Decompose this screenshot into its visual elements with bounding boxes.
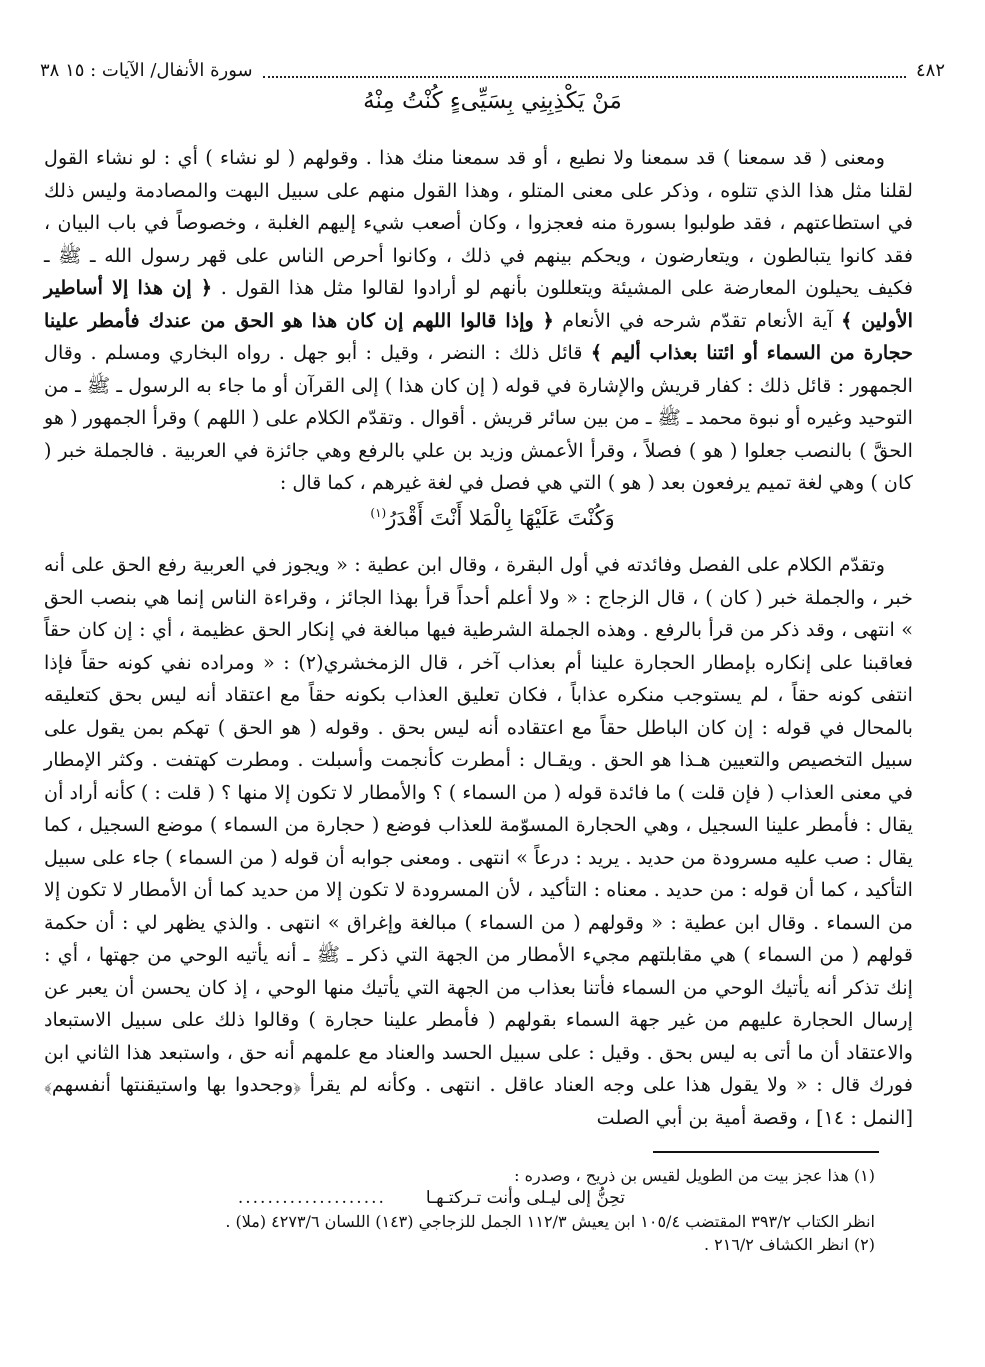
- footnote-1-verse-text: تحِنُّ إلى ليـلى وأنت تـركتـهـا: [425, 1188, 625, 1208]
- paragraph-1: [44, 142, 913, 500]
- paragraph-2: وتقدّم الكلام على الفصل وفائدته في أول البقرة ، وقال ابن عطية : « ويجوز في العربية رفع الحق على أنه خبر ، والجملة خبر ( كان ) ، قال الزجاج : « ولا أعلم أحداً قرأ بهذا الجائز ، وقراءة الناس إنما هي بنصب الحق » انتهى ، وقد ذكر من قرأ بالرفع . وهذه الجملة الشرطية فيها مبالغة في إنكار الحق عظيمة ، أي : إن كان حقاً فعاقبنا على إنكاره بإمطار الحجارة علينا أم بعذاب آخر ، قال الزمخشري(٢) : « ومراده نفي كونه حقاً فإذا انتفى كونه حقاً ، لم يستوجب منكره عذاباً ، فكان تعليق العذاب بكونه حقاً مع اعتقاد أنه ليس بحق كتعليقه بالمحال في قوله : إن كان الباطل حقاً مع اعتقاده أنه ليس بحق . وقوله ( هو الحق ) تهكم بمن يقول على سبيل التخصيص والتعيين هـذا هو الحق . ويقـال : أمطرت كأنجمت وأسبلت . ومطرت كهتفت . وكثر الإمطار في معنى العذاب ( فإن قلت ) ما فائدة قوله ( من السماء ) ؟ والأمطار لا تكون إلا منها ؟ ( قلت : ) كأنه أراد أن يقال : فأمطر علينا السجيل ، وهي الحجارة المسوّمة للعذاب فوضع ( حجارة من السماء ) موضع السجيل ، كما يقال : صب عليه مسرودة من حديد . يريد : درعاً » انتهى . ومعنى جوابه أن قوله ( من السماء ) جاء على سبيل التأكيد ، كما أن قوله : من حديد . معناه : التأكيد ، لأن المسرودة لا تكون إلا من حديد كما أن الأمطار لا تكون إلا من السماء . وقال ابن عطية : « وقولهم ( من السماء ) مبالغة وإغراق » انتهى . والذي يظهر لي : أن حكمة قولهم ( من السماء ) هي مقابلتهم مجيء الأمطار من الجهة التي ذكر ـ ﷺ ـ أنه يأتيه الوحي من جهتها ، أي : إنك تذكر أنه يأتيك الوحي من السماء فأتنا بعذاب من الجهة التي يأتيك منها الوحي ، إذ كان يحسن أن يعبر عن إرسال الحجارة عليهم من غير جهة السماء بقولهم ( فأمطر علينا حجارة ) وقالوا ذلك على سبيل الاستبعاد والاعتقاد أن ما أتى به ليس بحق . وقيل : على سبيل الحسد والعناد مع علمهم أنه حق ، واستبعد هذا الثاني ابن فورك قال : « ولا يقول هذا على وجه العناد عاقل . انتهى . وكأنه لم يقرأ ﴿وجحدوا بها واستيقنتها أنفسهم﴾ [النمل : ١٤] ، وقصة أمية بن أبي الصلت: [44, 553, 913, 1129]
- verse-heading: مَنْ يَكْذِبِنِي بِسَيِّىءٍ كُنْتُ مِنْهُ: [363, 88, 622, 114]
- footnote-2-text: انظر الكشاف ٢١٦/٢ .: [703, 1235, 849, 1254]
- page-number: ٤٨٢: [915, 59, 945, 81]
- footnote-2: [140, 1233, 875, 1256]
- footnote-1-references: انظر الكتاب ٣٩٣/٢ المقتضب ١٠٥/٤ ابن يعيش ١١٢/٣ الجمل للزجاجي (١٤٣) اللسان ٤٢٧٣/٦ (ملا) .: [225, 1212, 875, 1231]
- footnote-1-verse-dots: ....................: [237, 1188, 386, 1208]
- footnote-1-label: (١): [853, 1166, 875, 1185]
- running-header: [40, 56, 945, 84]
- footnote-1: [140, 1164, 875, 1187]
- header-title: سورة الأنفال/ الآيات : ١٥ ٣٨: [40, 59, 253, 81]
- footnote-1-verse: [140, 1187, 875, 1210]
- paragraph-1-text-c: قائل ذلك : النضر ، وقيل : أبو جهل . رواه البخاري ومسلم . وقال الجمهور : قائل ذلك : كفار قريش والإشارة في قوله ( إن كان هذا ) إلى القرآن أو ما جاء به الرسول ـ ﷺ ـ من التوحيد وغيره أو نبوة محمد ـ ﷺ ـ من بين سائر قريش . أقوال . وتقدّم الكلام على ( اللهم ) وقرأ الجمهور ( هو الحقَّ ) بالنصب جعلوا ( هو ) فصلاً ، وقرأ الأعمش وزيد بن علي بالرفع وهي جائزة في العربية . فالجملة خبر ( كان ) وهي لغة تميم يرفعون بعد ( هو ) التي هي فصل في لغة غيرهم ، كما قال :: [44, 341, 913, 494]
- main-text-part1: [44, 142, 913, 500]
- main-text-part2: [44, 549, 913, 1134]
- quran-quote-2: ﴿ وإذا قالوا اللهم إن كان هذا هو الحق من عندك فأمطر علينا حجارة من السماء أو ائتنا بعذاب أليم ﴾: [44, 308, 914, 364]
- poem-line: [0, 506, 985, 530]
- footnote-1-text: هذا عجز بيت من الطويل لقيس بن ذريح ، وصدره :: [514, 1166, 849, 1185]
- footnote-2-label: (٢): [853, 1235, 875, 1254]
- quran-quote-1: ﴿ إن هذا إلا أساطير الأولين ﴾: [44, 276, 913, 332]
- header-dotted-leader: [263, 62, 906, 78]
- footnote-ref-1: (١): [370, 506, 387, 520]
- footnotes: [140, 1164, 875, 1256]
- poem-text: وَكُنْتَ عَلَيْهَا بِالْمَلا أَنْتَ أَقْدَرُ: [386, 506, 615, 530]
- footnote-separator: [653, 1151, 879, 1153]
- paragraph-1-text-b: آية الأنعام تقدّم شرحه في الأنعام: [553, 308, 842, 332]
- paragraph-1-text-a: ومعنى ( قد سمعنا ) قد سمعنا ولا نطيع ، أو قد سمعنا منك هذا . وقولهم ( لو نشاء ) أي : لو نشاء القول لقلنا مثل هذا الذي تتلوه ، وذكر على معنى المتلو ، وهذا القول منهم على سبيل البهت والمصادمة وليس ذلك في استطاعتهم ، فقد طولبوا بسورة منه فعجزوا ، وكان أصعب شيء إليهم الغلبة ، وخصوصاً في باب البيان ، فقد كانوا يتبالطون ، ويتعارضون ، ويحكم بينهم في ذلك ، وكانوا أحرص الناس على قهر رسول الله ـ ﷺ ـ فكيف يحيلون المعارضة على المشيئة ويتعللون بأنهم لو أرادوا لقالوا مثل هذا القول .: [44, 146, 913, 299]
